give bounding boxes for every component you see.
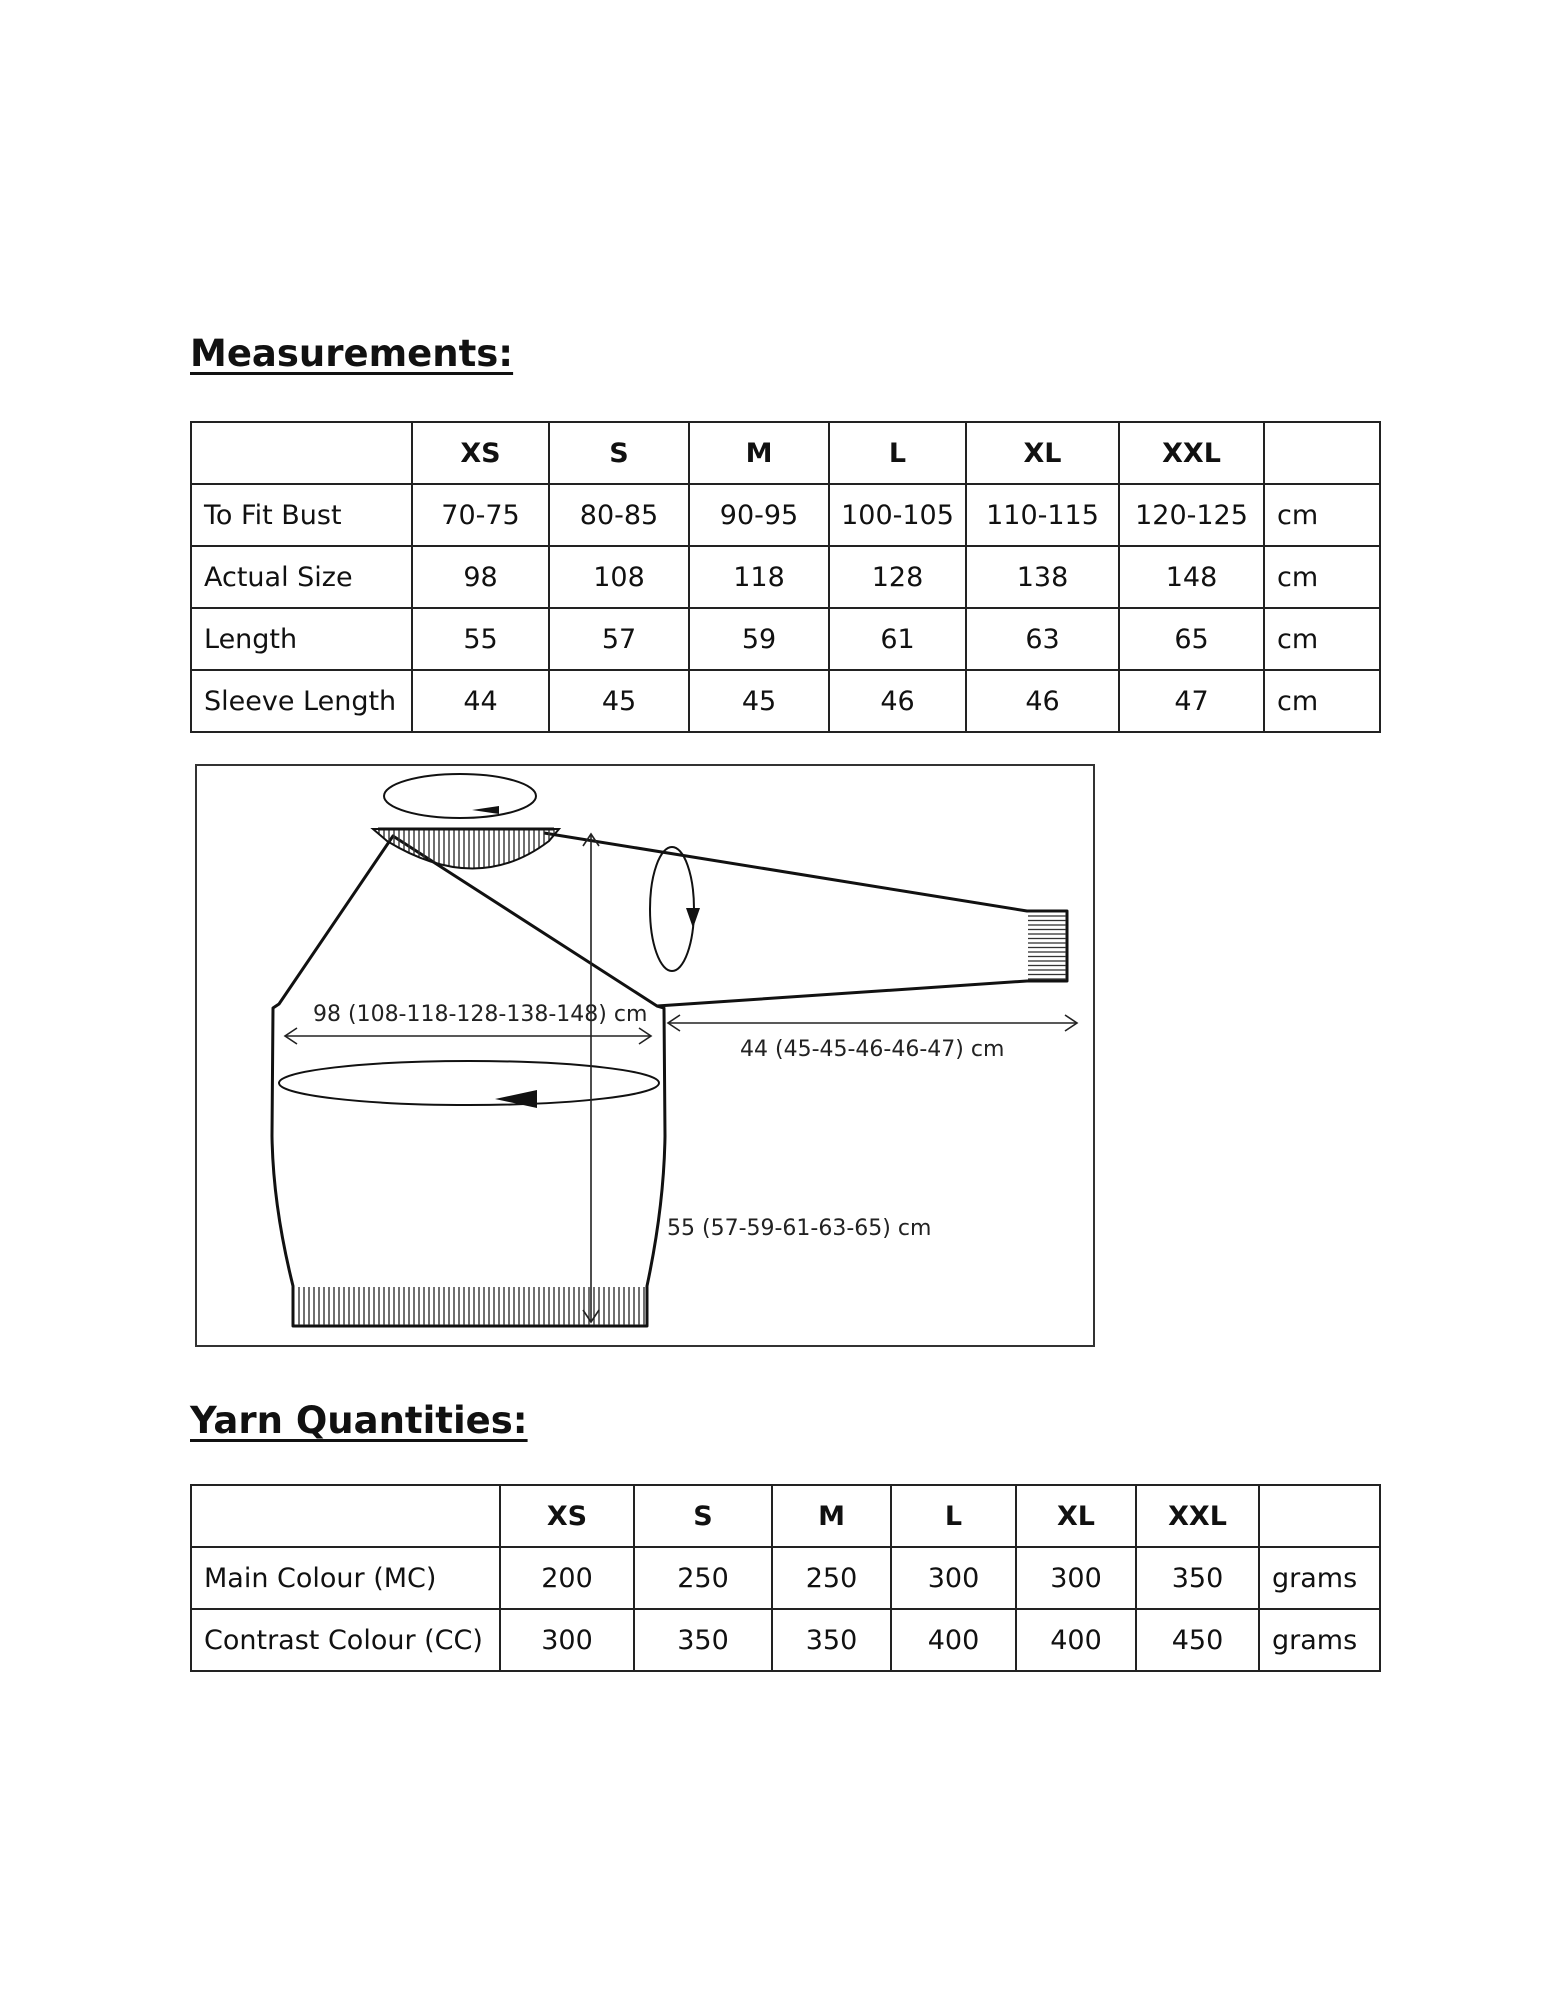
table-cell: 250 [772, 1547, 891, 1609]
table-cell: 46 [966, 670, 1119, 732]
table-cell: 128 [829, 546, 966, 608]
sleeve-dimension-arrow [668, 1015, 1077, 1031]
table-cell: 350 [634, 1609, 772, 1671]
unit-cell: cm [1264, 546, 1380, 608]
neck-direction-arrow [472, 806, 499, 814]
table-cell: 450 [1136, 1609, 1259, 1671]
table-cell: 44 [412, 670, 549, 732]
table-cell: 120-125 [1119, 484, 1264, 546]
table-cell: 118 [689, 546, 829, 608]
table-cell: 200 [500, 1547, 634, 1609]
table-cell: 46 [829, 670, 966, 732]
table-cell: 350 [772, 1609, 891, 1671]
sleeve-direction-arrow [686, 908, 700, 928]
table-cell: 90-95 [689, 484, 829, 546]
table-header-row [191, 422, 1380, 484]
header-corner-cell [191, 422, 412, 484]
table-row [191, 670, 1380, 732]
table-cell: 400 [891, 1609, 1016, 1671]
table-cell: 110-115 [966, 484, 1119, 546]
table-cell: 138 [966, 546, 1119, 608]
size-header: S [549, 422, 689, 484]
size-header: L [891, 1485, 1016, 1547]
sweater-body-outline [272, 836, 665, 1326]
table-cell: 80-85 [549, 484, 689, 546]
size-header: XS [412, 422, 549, 484]
unit-cell: cm [1264, 608, 1380, 670]
neck-rotation-ellipse [384, 774, 536, 818]
table-cell: 63 [966, 608, 1119, 670]
size-header: XL [1016, 1485, 1136, 1547]
length-dimension-label: 55 (57-59-61-63-65) cm [667, 1216, 932, 1241]
table-cell: 98 [412, 546, 549, 608]
size-header: XXL [1119, 422, 1264, 484]
row-label: Actual Size [191, 546, 412, 608]
table-cell: 148 [1119, 546, 1264, 608]
size-header: XXL [1136, 1485, 1259, 1547]
table-row [191, 484, 1380, 546]
measurements-table [190, 421, 1381, 733]
table-cell: 57 [549, 608, 689, 670]
table-cell: 300 [1016, 1547, 1136, 1609]
table-cell: 300 [891, 1547, 1016, 1609]
table-cell: 350 [1136, 1547, 1259, 1609]
table-cell: 65 [1119, 608, 1264, 670]
table-row [191, 546, 1380, 608]
table-cell: 55 [412, 608, 549, 670]
size-header: XL [966, 422, 1119, 484]
table-cell: 108 [549, 546, 689, 608]
row-label: Sleeve Length [191, 670, 412, 732]
unit-cell: cm [1264, 484, 1380, 546]
unit-cell: cm [1264, 670, 1380, 732]
row-label: Main Colour (MC) [191, 1547, 500, 1609]
row-label: To Fit Bust [191, 484, 412, 546]
table-cell: 250 [634, 1547, 772, 1609]
sleeve-cuff-ribbing [1028, 912, 1066, 980]
header-unit-cell [1259, 1485, 1380, 1547]
header-corner-cell [191, 1485, 500, 1547]
sweater-schematic-diagram [195, 764, 1095, 1347]
row-label: Length [191, 608, 412, 670]
table-cell: 47 [1119, 670, 1264, 732]
table-cell: 100-105 [829, 484, 966, 546]
table-row [191, 1547, 1380, 1609]
table-cell: 400 [1016, 1609, 1136, 1671]
width-dimension-label: 98 (108-118-128-138-148) cm [313, 1002, 648, 1027]
size-header: S [634, 1485, 772, 1547]
header-unit-cell [1264, 422, 1380, 484]
measurements-heading: Measurements: [190, 332, 514, 375]
row-label: Contrast Colour (CC) [191, 1609, 500, 1671]
size-header: XS [500, 1485, 634, 1547]
table-cell: 59 [689, 608, 829, 670]
yarn-quantities-table [190, 1484, 1381, 1672]
size-header: M [772, 1485, 891, 1547]
table-header-row [191, 1485, 1380, 1547]
size-header: M [689, 422, 829, 484]
table-row [191, 1609, 1380, 1671]
table-cell: 70-75 [412, 484, 549, 546]
table-cell: 45 [549, 670, 689, 732]
sleeve-dimension-label: 44 (45-45-46-46-47) cm [740, 1037, 1005, 1062]
size-header: L [829, 422, 966, 484]
table-cell: 45 [689, 670, 829, 732]
sweater-sleeve-outline [544, 833, 1067, 1006]
table-row [191, 608, 1380, 670]
table-cell: 61 [829, 608, 966, 670]
unit-cell: grams [1259, 1547, 1380, 1609]
yarn-quantities-heading: Yarn Quantities: [190, 1399, 528, 1442]
table-cell: 300 [500, 1609, 634, 1671]
unit-cell: grams [1259, 1609, 1380, 1671]
